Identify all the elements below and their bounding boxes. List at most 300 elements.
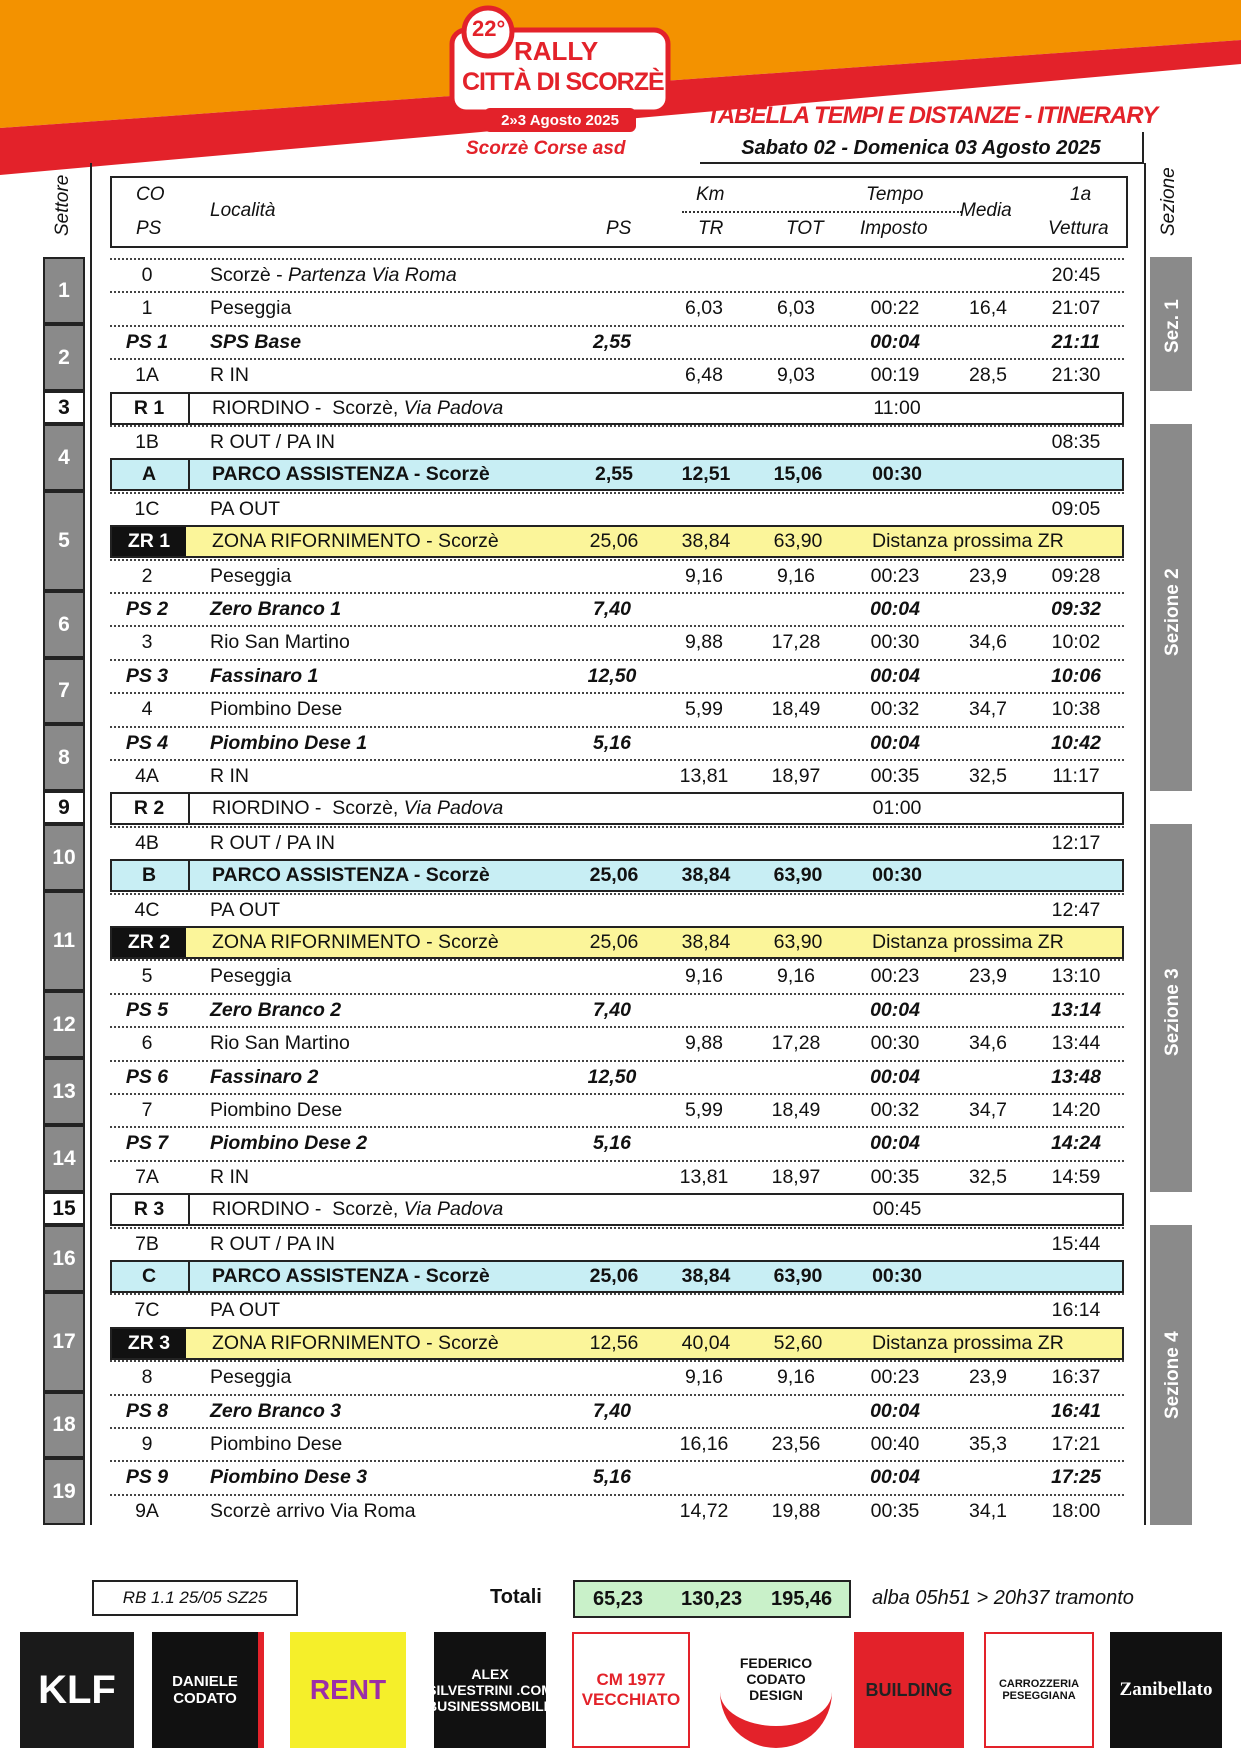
cell-prima-vettura: 13:14	[1051, 998, 1101, 1021]
table-row	[110, 458, 1124, 491]
cell-co: 7B	[135, 1232, 159, 1255]
cell-tempo: 00:04	[870, 1399, 920, 1422]
localita-italic: Via Padova	[403, 797, 504, 820]
localita-italic: Partenza Via Roma	[288, 264, 457, 286]
settore-11: 11	[43, 891, 85, 991]
sezione-3-label: Sezione 3	[1162, 968, 1183, 1056]
cell-co: PS 8	[125, 1399, 169, 1422]
cell-km-tot: 23,56	[771, 1433, 821, 1455]
cell-km-ps: 5,16	[593, 1132, 631, 1155]
sezione-1-label: Sez. 1	[1162, 299, 1183, 353]
cell-km-tr	[658, 828, 750, 859]
header-vettura: Vettura	[1048, 218, 1109, 239]
header-km-tot: TOT	[786, 218, 824, 239]
header-co: CO	[136, 184, 165, 205]
cell-co: R 2	[133, 797, 165, 820]
cell-km-tot: 63,90	[773, 1265, 823, 1287]
cell-divider	[188, 394, 190, 423]
cell-prima-vettura: 14:24	[1051, 1132, 1101, 1155]
cell-km-tr: 6,48	[685, 364, 723, 387]
settore-12: 12	[43, 991, 85, 1058]
cell-tempo: 00:19	[870, 364, 920, 387]
settore-14: 14	[43, 1125, 85, 1192]
cell-km-tr: 13,81	[679, 1165, 729, 1188]
cell-km-tr: 9,88	[685, 631, 723, 654]
cell-km-tot: 18,49	[771, 698, 821, 721]
cell-localita	[210, 761, 249, 792]
cell-co: PS 2	[125, 598, 169, 620]
document-subtitle: Sabato 02 - Domenica 03 Agosto 2025	[741, 137, 1101, 159]
cell-prima-vettura	[1032, 794, 1124, 823]
cell-prima-vettura: 12:47	[1051, 898, 1101, 921]
cell-co: 0	[141, 264, 153, 286]
cell-km-ps	[565, 1028, 659, 1059]
cell-media	[948, 728, 1028, 759]
cell-km-tot	[752, 394, 844, 423]
cell-media	[950, 861, 1030, 890]
settore-16: 16	[43, 1225, 85, 1292]
cell-km-tr: 12,51	[681, 463, 731, 486]
header-ps: PS	[136, 218, 162, 239]
cell-co: 5	[141, 965, 153, 988]
cell-tempo: 00:30	[870, 1032, 920, 1055]
cell-km-ps: 7,40	[593, 998, 631, 1021]
cell-prima-vettura: 18:00	[1051, 1499, 1101, 1522]
header-localita: Località	[210, 200, 276, 221]
cell-km-ps: 5,16	[593, 1466, 631, 1489]
table-row	[110, 325, 1124, 358]
cell-km-ps	[565, 895, 659, 926]
sezione-label: Sezione	[1158, 167, 1179, 236]
cell-media	[948, 1062, 1028, 1093]
cell-tempo: 00:35	[870, 1499, 920, 1522]
cell-km-tr: 38,84	[681, 1265, 731, 1287]
cell-localita	[210, 1362, 291, 1393]
cell-prima-vettura: 13:10	[1051, 965, 1101, 988]
cell-co: 8	[141, 1366, 153, 1389]
cell-localita	[210, 661, 318, 692]
cell-tempo: 00:23	[870, 965, 920, 988]
cell-km-tot: 9,16	[777, 965, 815, 988]
cell-km-tot	[752, 794, 844, 823]
cell-km-tr	[660, 794, 752, 823]
cell-prima-vettura: 13:44	[1051, 1032, 1101, 1055]
table-row	[110, 1427, 1124, 1460]
cell-localita	[210, 961, 291, 992]
cell-localita	[210, 1095, 342, 1126]
localita-text: PARCO ASSISTENZA - Scorzè	[212, 864, 490, 887]
table-row	[110, 926, 1124, 959]
table-row	[110, 559, 1124, 592]
sunrise-sunset: alba 05h51 > 20h37 tramonto	[872, 1587, 1134, 1609]
cell-km-ps	[565, 1229, 659, 1260]
cell-media	[950, 1195, 1030, 1224]
cell-co: 4A	[135, 765, 159, 787]
localita-text: PARCO ASSISTENZA - Scorzè	[212, 463, 490, 486]
settore-7: 7	[43, 658, 85, 724]
cell-km-tot	[752, 1195, 844, 1224]
cell-prima-vettura	[1032, 861, 1124, 890]
totals-label: Totali	[490, 1586, 542, 1608]
cell-prima-vettura: 14:59	[1051, 1165, 1101, 1188]
cell-tempo: 00:04	[870, 598, 920, 620]
table-row	[110, 859, 1124, 892]
cell-media: 35,3	[969, 1433, 1007, 1455]
logo-dates: 2»3 Agosto 2025	[501, 112, 619, 129]
header-km-divider	[682, 211, 962, 213]
cell-km-ps	[565, 293, 659, 324]
cell-km-tot	[750, 995, 842, 1026]
cell-km-tot	[750, 1128, 842, 1159]
cell-km-tr: 38,84	[681, 864, 731, 887]
cell-km-tot: 9,03	[777, 364, 815, 387]
localita-text: RIORDINO - Scorzè,	[212, 1198, 404, 1221]
cell-co: 4B	[135, 831, 159, 854]
cell-localita	[210, 427, 335, 458]
cell-km-tr	[658, 1462, 750, 1493]
cell-km-tr: 38,84	[681, 530, 731, 553]
logo-line1: RALLY	[514, 36, 599, 66]
logo-edition: 22°	[472, 16, 506, 41]
cell-tempo: 00:30	[870, 631, 920, 654]
cell-co: 1C	[134, 497, 160, 520]
cell-prima-vettura	[1032, 394, 1124, 423]
cell-co: 3	[141, 631, 153, 654]
cell-tempo	[850, 427, 940, 458]
cell-km-tot: 17,28	[771, 631, 821, 654]
cell-tempo: 00:23	[870, 1366, 920, 1389]
cell-km-ps	[565, 360, 659, 391]
header-km: Km	[696, 184, 725, 205]
cell-media	[948, 895, 1028, 926]
cell-km-ps: 2,55	[595, 463, 633, 486]
header-tempo: Tempo	[866, 184, 924, 205]
localita-text: Peseggia	[210, 297, 292, 320]
settore-4: 4	[43, 424, 85, 491]
cell-localita	[212, 794, 503, 823]
cell-note: Distanza prossima ZR	[872, 1331, 1064, 1354]
cell-km-tot: 19,88	[771, 1499, 821, 1522]
cell-localita	[210, 360, 249, 391]
cell-km-tot	[750, 1462, 842, 1493]
cell-co: 6	[141, 1032, 153, 1055]
cell-localita	[210, 1128, 367, 1159]
cell-km-tr	[658, 1295, 750, 1326]
cell-tempo: 00:04	[870, 731, 920, 754]
table-row	[110, 1327, 1124, 1360]
header-km-ps: PS	[606, 218, 632, 239]
cell-prima-vettura: 17:21	[1051, 1433, 1101, 1455]
cell-co: 9A	[135, 1499, 159, 1522]
header-imposto: Imposto	[860, 218, 928, 239]
cell-co: 1	[141, 297, 153, 320]
cell-tempo: 00:30	[872, 864, 922, 887]
cell-km-ps	[565, 961, 659, 992]
cell-co: PS 5	[125, 998, 169, 1021]
cell-media: 34,6	[969, 1032, 1007, 1055]
cell-km-tr	[658, 594, 750, 625]
table-row	[110, 993, 1124, 1026]
cell-km-tr	[658, 260, 750, 291]
settore-3: 3	[43, 391, 85, 424]
cell-prima-vettura: 10:38	[1051, 698, 1101, 721]
cell-km-tr	[658, 661, 750, 692]
cell-localita	[210, 1229, 335, 1260]
cell-km-tr	[658, 1128, 750, 1159]
cell-km-tr	[658, 427, 750, 458]
cell-km-tot	[750, 1295, 842, 1326]
cell-localita	[210, 1462, 367, 1493]
cell-localita	[212, 527, 499, 556]
cell-co: PS 9	[125, 1466, 169, 1489]
cell-prima-vettura: 09:32	[1051, 598, 1101, 620]
cell-media	[948, 1462, 1028, 1493]
cell-media	[948, 594, 1028, 625]
cell-km-ps: 12,56	[589, 1331, 639, 1354]
cell-media	[948, 995, 1028, 1026]
table-row	[110, 1160, 1124, 1193]
cell-km-tr: 13,81	[679, 765, 729, 787]
settore-8: 8	[43, 724, 85, 791]
cell-tempo: 00:32	[870, 1099, 920, 1121]
cell-tempo: 00:32	[870, 698, 920, 721]
cell-km-ps	[565, 427, 659, 458]
sponsor-building: BUILDING	[854, 1632, 964, 1748]
cell-km-ps	[565, 561, 659, 592]
cell-km-tr: 14,72	[679, 1499, 729, 1522]
cell-prima-vettura: 20:45	[1051, 264, 1101, 286]
cell-media: 32,5	[969, 765, 1007, 787]
cell-tempo: 00:35	[870, 765, 920, 787]
localita-text: R IN	[210, 364, 249, 387]
table-row	[110, 258, 1124, 291]
cell-prima-vettura: 14:20	[1051, 1099, 1101, 1121]
cell-localita	[210, 1028, 350, 1059]
cell-note: Distanza prossima ZR	[872, 530, 1064, 553]
cell-km-ps	[567, 794, 661, 823]
cell-km-tot: 15,06	[773, 463, 823, 486]
cell-co: PS 4	[125, 731, 169, 754]
cell-co: 1B	[135, 431, 159, 453]
sponsor-daniele-codato: DANIELE CODATO	[152, 1632, 264, 1748]
cell-km-ps	[565, 1295, 659, 1326]
localita-text: Peseggia	[210, 965, 292, 988]
cell-localita	[212, 1195, 503, 1224]
cell-km-ps: 25,06	[589, 931, 639, 953]
cell-tempo: 11:00	[873, 396, 921, 419]
cell-tempo: 00:04	[870, 998, 920, 1021]
zr-code: ZR 1	[112, 527, 186, 556]
localita-text: SPS Base	[210, 330, 302, 353]
localita-text: R IN	[210, 765, 249, 787]
cell-tempo: 00:04	[870, 330, 920, 353]
cell-km-tr: 9,16	[685, 1366, 723, 1389]
cell-tempo: 00:22	[870, 297, 920, 320]
cell-km-ps: 25,06	[589, 530, 639, 553]
cell-prima-vettura: 13:48	[1051, 1065, 1101, 1088]
cell-km-tot: 63,90	[773, 530, 823, 553]
table-row	[110, 959, 1124, 992]
cell-km-tot: 63,90	[773, 864, 823, 887]
cell-localita	[210, 728, 367, 759]
cell-media: 23,9	[969, 1366, 1007, 1389]
cell-km-tr	[658, 995, 750, 1026]
table-row	[110, 1060, 1124, 1093]
total-tr: 130,23	[681, 1588, 743, 1610]
cell-km-ps	[565, 494, 659, 525]
cell-km-tot	[750, 1229, 842, 1260]
table-row	[110, 525, 1124, 558]
zr-code: ZR 2	[112, 928, 186, 957]
sponsor-carrozzeria-peseggiana: CARROZZERIA PESEGGIANA	[984, 1632, 1094, 1748]
settore-label: Settore	[52, 174, 73, 236]
cell-media: 28,5	[969, 364, 1007, 387]
cell-localita	[210, 327, 301, 358]
cell-tempo: 00:04	[870, 1065, 920, 1088]
localita-text: ZONA RIFORNIMENTO - Scorzè	[212, 1331, 499, 1354]
table-row	[110, 358, 1124, 391]
cell-km-ps	[567, 394, 661, 423]
cell-media	[948, 1396, 1028, 1427]
cell-tempo	[850, 828, 940, 859]
cell-media	[950, 394, 1030, 423]
localita-text: ZONA RIFORNIMENTO - Scorzè	[212, 931, 499, 953]
cell-localita	[212, 1262, 490, 1291]
zr-code: ZR 3	[112, 1329, 186, 1358]
cell-tempo: 00:04	[870, 1466, 920, 1489]
cell-media	[948, 427, 1028, 458]
sezione-2-label: Sezione 2	[1162, 568, 1183, 656]
cell-tempo	[850, 895, 940, 926]
localita-text: Scorzè arrivo Via Roma	[210, 1499, 416, 1522]
localita-text: Piombino Dese	[210, 698, 343, 721]
sponsor-rent: RENT	[290, 1632, 406, 1748]
settore-13: 13	[43, 1058, 85, 1125]
table-row	[110, 1494, 1124, 1527]
settore-9: 9	[43, 791, 85, 824]
table-row	[110, 1360, 1124, 1393]
cell-localita	[210, 995, 341, 1026]
cell-co: B	[141, 864, 157, 887]
cell-divider	[188, 460, 190, 489]
cell-km-tot	[750, 728, 842, 759]
cell-prima-vettura: 09:28	[1051, 564, 1101, 587]
sezione-3	[1150, 824, 1192, 1192]
cell-co: 4C	[134, 898, 160, 921]
header-prima: 1a	[1070, 184, 1092, 205]
sponsor-alex-silvestrini: ALEX SILVESTRINI .COM BUSINESSMOBILE	[434, 1632, 546, 1748]
cell-km-tr	[658, 1229, 750, 1260]
cell-co: C	[141, 1265, 157, 1287]
cell-km-tot	[750, 895, 842, 926]
cell-tempo: 00:45	[872, 1198, 922, 1221]
cell-km-tr: 9,16	[685, 965, 723, 988]
table-row	[110, 1460, 1124, 1493]
settore-5: 5	[43, 491, 85, 591]
cell-media	[948, 327, 1028, 358]
table-row	[110, 826, 1124, 859]
document-title: TABELLA TEMPI E DISTANZE - ITINERARY	[706, 102, 1158, 129]
table-row	[110, 1394, 1124, 1427]
cell-localita	[212, 460, 490, 489]
header-media: Media	[960, 200, 1012, 221]
table-row	[110, 792, 1124, 825]
cell-media: 34,1	[969, 1499, 1007, 1522]
cell-media	[948, 828, 1028, 859]
cell-km-ps: 12,50	[587, 664, 637, 687]
cell-co: 1A	[135, 364, 159, 387]
cell-km-tot	[750, 494, 842, 525]
cell-localita	[210, 1396, 341, 1427]
cell-prima-vettura: 21:11	[1051, 330, 1101, 353]
cell-km-ps: 5,16	[593, 731, 631, 754]
cell-prima-vettura: 10:02	[1051, 631, 1101, 654]
localita-text: Zero Branco 2	[210, 998, 342, 1021]
cell-localita	[210, 1496, 416, 1527]
localita-italic: Via Padova	[403, 1198, 504, 1221]
cell-co: 2	[141, 564, 153, 587]
localita-text: PA OUT	[210, 1299, 281, 1322]
cell-km-ps	[565, 828, 659, 859]
cell-localita	[210, 1429, 342, 1460]
table-row	[110, 759, 1124, 792]
settore-6: 6	[43, 591, 85, 658]
cell-divider	[188, 794, 190, 823]
localita-text: Peseggia	[210, 564, 292, 587]
cell-km-tot: 18,97	[771, 1165, 821, 1188]
cell-km-tr	[660, 1195, 752, 1224]
cell-prima-vettura: 16:41	[1051, 1399, 1101, 1422]
cell-km-tr	[658, 494, 750, 525]
cell-km-ps: 2,55	[593, 330, 631, 353]
cell-tempo	[850, 260, 940, 291]
cell-co: 7	[141, 1099, 153, 1121]
cell-co: A	[141, 463, 157, 486]
cell-localita	[210, 293, 291, 324]
cell-km-tr	[658, 728, 750, 759]
cell-km-tr: 5,99	[685, 1099, 723, 1121]
cell-km-tr: 9,88	[685, 1032, 723, 1055]
localita-text: RIORDINO - Scorzè,	[212, 797, 404, 820]
cell-km-ps	[565, 694, 659, 725]
sezione-1	[1150, 257, 1192, 391]
cell-tempo	[850, 494, 940, 525]
cell-km-tr	[658, 1396, 750, 1427]
table-row	[110, 425, 1124, 458]
table-row	[110, 625, 1124, 658]
cell-media: 16,4	[969, 297, 1007, 320]
sponsor-vecchiato: CM 1977 VECCHIATO	[572, 1632, 690, 1748]
cell-tempo: 01:00	[872, 797, 922, 820]
localita-text: R IN	[210, 1165, 249, 1188]
table-row	[110, 692, 1124, 725]
localita-text: Piombino Dese 2	[210, 1132, 368, 1155]
cell-km-tr: 6,03	[685, 297, 723, 320]
sponsor-federico-codato: FEDERICO CODATO DESIGN	[720, 1632, 832, 1748]
sezione-2	[1150, 424, 1192, 791]
cell-km-tr	[658, 895, 750, 926]
settore-19: 19	[43, 1458, 85, 1525]
table-row	[110, 291, 1124, 324]
total-ps: 65,23	[593, 1588, 644, 1610]
cell-km-tot	[750, 327, 842, 358]
sezione-4-label: Sezione 4	[1162, 1331, 1183, 1419]
localita-text: Scorzè -	[210, 264, 289, 286]
cell-media	[950, 794, 1030, 823]
cell-km-ps	[565, 1362, 659, 1393]
cell-km-tot	[750, 427, 842, 458]
cell-media: 23,9	[969, 564, 1007, 587]
